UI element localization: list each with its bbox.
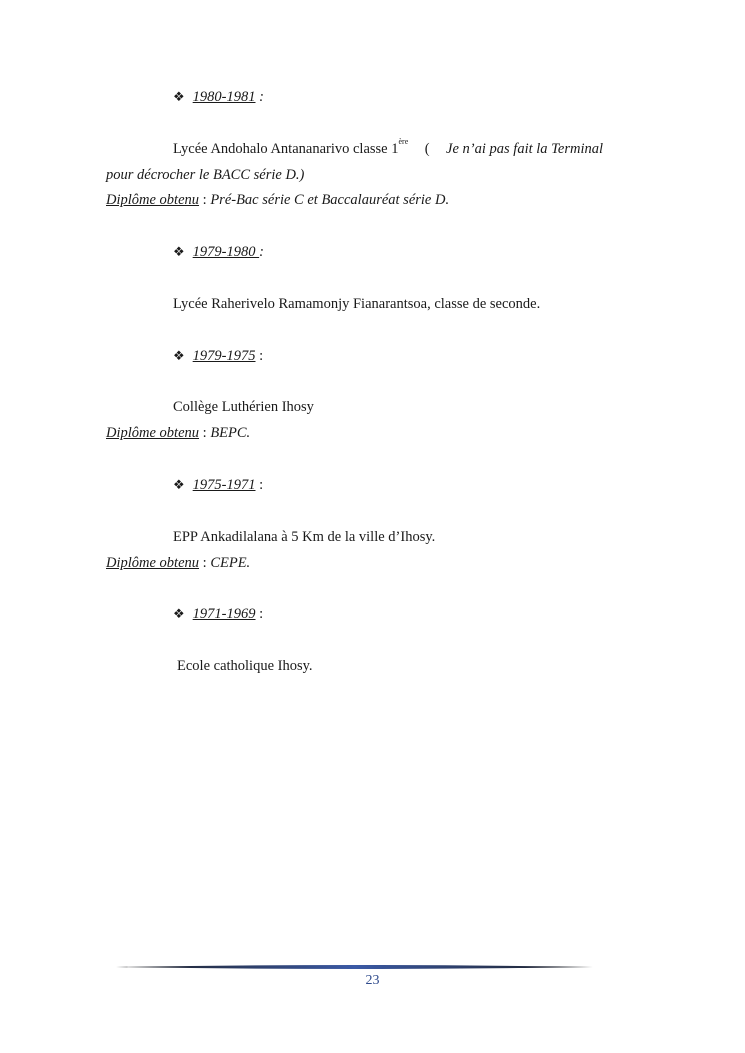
diamond-bullet-icon: ❖ (173, 477, 185, 492)
diploma-value: CEPE. (210, 555, 251, 571)
period-colon: : (255, 89, 264, 105)
note-text: Je n’ai pas fait la Terminal (446, 141, 603, 157)
school-name: Lycée Andohalo Antananarivo classe 1 (173, 141, 399, 157)
diploma-separator: : (199, 425, 211, 441)
section-heading (173, 347, 263, 365)
note-paren-open: ( (424, 141, 430, 157)
period-label: 1971-1969 (192, 606, 256, 622)
diploma-value: BEPC. (210, 425, 251, 441)
school-line (106, 137, 603, 158)
diploma-value: Pré-Bac série C et Baccalauréat série D. (210, 192, 450, 208)
diamond-bullet-icon: ❖ (173, 606, 185, 621)
period-colon: : (255, 348, 264, 364)
period-label: 1975-1971 (192, 477, 256, 493)
school-line: Lycée Raherivelo Ramamonjy Fianarantsoa, classe de seconde. (173, 296, 541, 312)
diploma-line (106, 191, 449, 209)
school-text (106, 137, 409, 158)
section-heading (173, 605, 263, 623)
period-label: 1979-1975 (192, 348, 256, 364)
diploma-label: Diplôme obtenu (106, 425, 200, 441)
diploma-label: Diplôme obtenu (106, 555, 200, 571)
period-colon: : (259, 244, 264, 260)
diploma-separator: : (199, 192, 211, 208)
diamond-bullet-icon: ❖ (173, 348, 185, 363)
period-label: 1979-1980 (192, 244, 260, 260)
period-colon: : (255, 477, 264, 493)
diploma-separator: : (199, 555, 211, 571)
diamond-bullet-icon: ❖ (173, 244, 185, 259)
school-line: Ecole catholique Ihosy. (177, 658, 313, 674)
footer-rule (116, 964, 593, 970)
section-heading (173, 476, 263, 494)
school-line: EPP Ankadilalana à 5 Km de la ville d’Ihosy. (173, 529, 436, 545)
section-heading (173, 88, 264, 106)
period-colon: : (255, 606, 264, 622)
class-superscript: ère (398, 137, 409, 146)
diploma-label: Diplôme obtenu (106, 192, 200, 208)
note-continuation: pour décrocher le BACC série D.) (106, 167, 305, 183)
diploma-line (106, 424, 250, 442)
school-line: Collège Luthérien Ihosy (173, 399, 314, 415)
period-label: 1980-1981 (192, 89, 256, 105)
page-number: 23 (365, 973, 380, 988)
section-heading (173, 243, 264, 261)
diamond-bullet-icon: ❖ (173, 89, 185, 104)
diploma-line (106, 554, 250, 572)
